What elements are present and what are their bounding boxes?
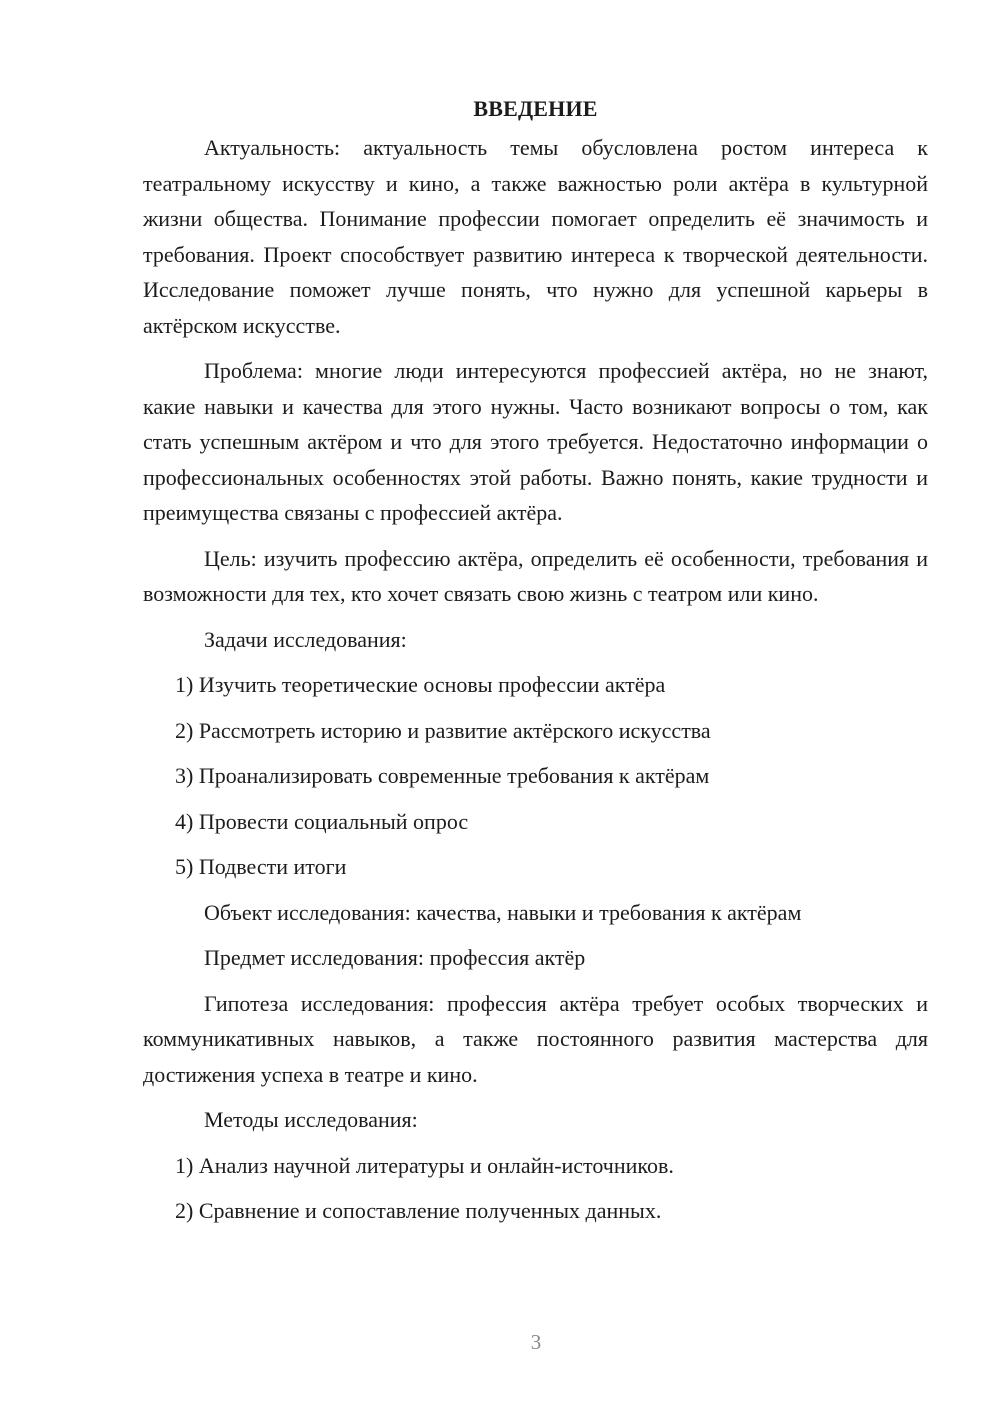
- problem-paragraph: Проблема: многие люди интересуются профессией актёра, но не знают, какие навыки и качества для этого нужны. Часто возникают вопросы о том, как стать успешным актёром и что для этого требуется. Недостаточно информации о профессиональных особенностях этой работы. Важно понять, какие трудности и преимущества связаны с профессией актёра.: [143, 358, 928, 526]
- tasks-list: [143, 667, 928, 885]
- methods-list: [143, 1148, 928, 1229]
- hypothesis-paragraph: Гипотеза исследования: профессия актёра требует особых творческих и коммуникативных навыков, а также постоянного развития мастерства для достижения успеха в театре и кино.: [143, 990, 928, 1087]
- list-item: 4) Провести социальный опрос: [175, 808, 469, 834]
- list-item: 1) Изучить теоретические основы профессии актёра: [175, 672, 666, 698]
- section-heading: ВВЕДЕНИЕ: [473, 96, 598, 121]
- list-item: 2) Сравнение и сопоставление полученных данных.: [175, 1198, 662, 1224]
- goal-paragraph: Цель: изучить профессию актёра, определить её особенности, требования и возможности для тех, кто хочет связать свою жизнь с театром или кино.: [143, 545, 928, 607]
- relevance-paragraph: Актуальность: актуальность темы обусловлена ростом интереса к театральному искусству и кино, а также важностью роли актёра в культурной жизни общества. Понимание профессии помогает определить её значимость и требования. Проект способствует развитию интереса к творческой деятельности. Исследование поможет лучше понять, что нужно для успешной карьеры в актёрском искусстве.: [143, 135, 928, 338]
- object-line: Объект исследования: качества, навыки и требования к актёрам: [204, 899, 802, 925]
- document-page: [143, 92, 928, 1239]
- page-number: 3: [530, 1330, 542, 1354]
- list-item: 3) Проанализировать современные требования к актёрам: [175, 763, 710, 789]
- list-item: 2) Рассмотреть историю и развитие актёрского искусства: [175, 717, 711, 743]
- list-item: 1) Анализ научной литературы и онлайн-источников.: [175, 1152, 674, 1178]
- tasks-heading: Задачи исследования:: [204, 626, 407, 652]
- methods-heading: Методы исследования:: [204, 1107, 418, 1133]
- list-item: 5) Подвести итоги: [175, 854, 347, 880]
- subject-line: Предмет исследования: профессия актёр: [204, 945, 586, 971]
